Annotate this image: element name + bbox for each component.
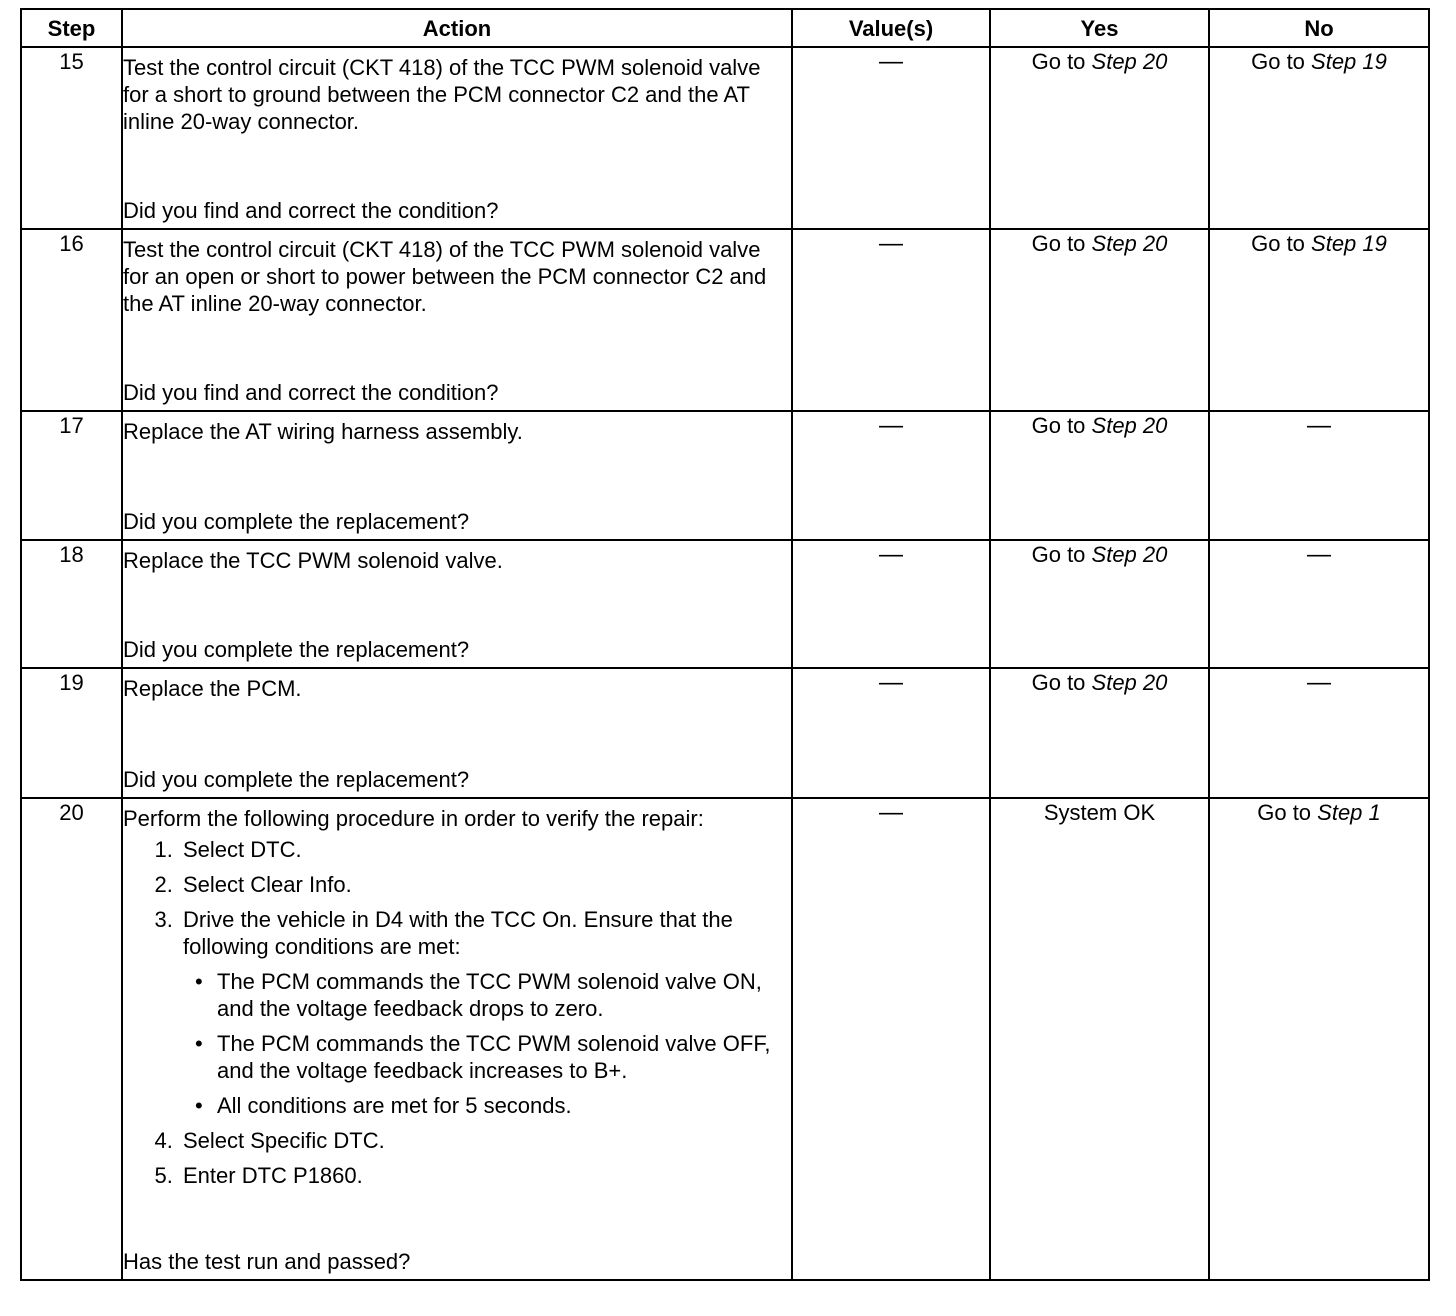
no-cell: — <box>1209 540 1429 668</box>
procedure-step: 2. Select Clear Info. <box>179 871 791 898</box>
table-row <box>21 798 1429 1280</box>
yes-goto <box>1032 49 1168 74</box>
action-question: Did you find and correct the condition? <box>123 380 499 405</box>
table-row <box>21 540 1429 668</box>
goto-step: Step 19 <box>1311 49 1387 74</box>
action-cell <box>122 540 792 668</box>
action-cell <box>122 798 792 1280</box>
condition-item: • The PCM commands the TCC PWM solenoid valve ON, and the voltage feedback drops to zero. <box>217 968 791 1022</box>
step-number: 16 <box>21 229 122 411</box>
goto-step: Step 20 <box>1091 542 1168 567</box>
action-text: Perform the following procedure in order to verify the repair: <box>123 806 704 831</box>
action-question: Did you complete the replacement? <box>123 637 470 662</box>
goto-prefix: Go to <box>1031 49 1092 74</box>
goto-prefix: Go to <box>1251 231 1312 256</box>
procedure-list <box>123 836 791 1189</box>
diagnostic-table <box>20 8 1430 1281</box>
value-cell: — <box>792 47 990 229</box>
condition-item: • All conditions are met for 5 seconds. <box>217 1092 791 1119</box>
action-question: Did you find and correct the condition? <box>123 198 499 223</box>
yes-goto <box>1032 413 1168 438</box>
no-cell: — <box>1209 411 1429 540</box>
header-no: No <box>1209 9 1429 47</box>
procedure-step <box>179 906 791 1119</box>
step-number: 17 <box>21 411 122 540</box>
step-number: 20 <box>21 798 122 1280</box>
action-question: Did you complete the replacement? <box>123 509 470 534</box>
table-row <box>21 47 1429 229</box>
goto-step: Step 20 <box>1091 231 1168 256</box>
yes-cell: System OK <box>990 798 1209 1280</box>
goto-step: Step 20 <box>1091 49 1168 74</box>
condition-item: • The PCM commands the TCC PWM solenoid valve OFF, and the voltage feedback increases to B+. <box>217 1030 791 1084</box>
yes-goto <box>1032 231 1168 256</box>
action-cell <box>122 668 792 798</box>
action-text: Test the control circuit (CKT 418) of the TCC PWM solenoid valve for an open or short to power between the PCM connector C2 and the AT inline 20-way connector. <box>123 237 767 316</box>
action-text: Test the control circuit (CKT 418) of the TCC PWM solenoid valve for a short to ground between the PCM connector C2 and the AT inline 20-way connector. <box>123 55 761 134</box>
value-cell: — <box>792 798 990 1280</box>
action-cell <box>122 47 792 229</box>
yes-cell <box>990 229 1209 411</box>
action-cell <box>122 411 792 540</box>
action-cell <box>122 229 792 411</box>
yes-cell <box>990 668 1209 798</box>
action-body <box>123 805 791 1197</box>
yes-goto <box>1032 542 1168 567</box>
yes-cell <box>990 47 1209 229</box>
header-values: Value(s) <box>792 9 990 47</box>
goto-prefix: Go to <box>1257 800 1318 825</box>
step-number: 18 <box>21 540 122 668</box>
no-cell: — <box>1209 668 1429 798</box>
action-text: Replace the TCC PWM solenoid valve. <box>123 548 503 573</box>
goto-prefix: Go to <box>1031 670 1092 695</box>
goto-step: Step 19 <box>1311 231 1387 256</box>
action-question: Did you complete the replacement? <box>123 767 470 792</box>
goto-prefix: Go to <box>1251 49 1312 74</box>
step-number: 19 <box>21 668 122 798</box>
goto-prefix: Go to <box>1031 542 1092 567</box>
condition-list <box>183 968 791 1119</box>
header-step: Step <box>21 9 122 47</box>
procedure-step: 5. Enter DTC P1860. <box>179 1162 791 1189</box>
no-cell <box>1209 229 1429 411</box>
goto-step: Step 20 <box>1091 413 1168 438</box>
goto-prefix: Go to <box>1031 231 1092 256</box>
table-row <box>21 668 1429 798</box>
no-cell <box>1209 47 1429 229</box>
table-row <box>21 229 1429 411</box>
goto-step: Step 20 <box>1091 670 1168 695</box>
header-action: Action <box>122 9 792 47</box>
step-number: 15 <box>21 47 122 229</box>
value-cell: — <box>792 229 990 411</box>
action-text: Replace the AT wiring harness assembly. <box>123 419 523 444</box>
table-row <box>21 411 1429 540</box>
action-text: Replace the PCM. <box>123 676 302 701</box>
goto-prefix: Go to <box>1031 413 1092 438</box>
value-cell: — <box>792 668 990 798</box>
yes-cell <box>990 411 1209 540</box>
no-goto <box>1257 800 1381 825</box>
no-cell <box>1209 798 1429 1280</box>
no-goto <box>1251 231 1387 256</box>
yes-goto <box>1032 670 1168 695</box>
value-cell: — <box>792 540 990 668</box>
procedure-step: 4. Select Specific DTC. <box>179 1127 791 1154</box>
action-question: Has the test run and passed? <box>123 1249 411 1274</box>
value-cell: — <box>792 411 990 540</box>
goto-step: Step 1 <box>1317 800 1381 825</box>
procedure-step-text: Drive the vehicle in D4 with the TCC On. Ensure that the following conditions are met: <box>183 907 733 959</box>
yes-cell <box>990 540 1209 668</box>
procedure-step: 1. Select DTC. <box>179 836 791 863</box>
header-yes: Yes <box>990 9 1209 47</box>
no-goto <box>1251 49 1387 74</box>
header-row <box>21 9 1429 47</box>
